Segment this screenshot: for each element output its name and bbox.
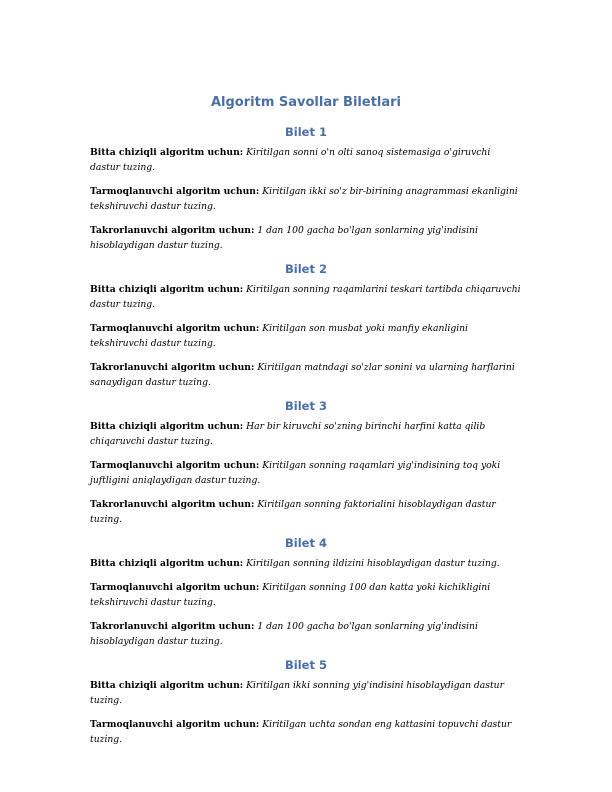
ticket-4 <box>90 536 522 649</box>
ticket-3 <box>90 399 522 527</box>
question-item <box>90 419 522 449</box>
question-text: Kiritilgan sonning raqamlari yig'indisining toq yoki juftligini aniqlaydigan dastur tuzing. <box>90 460 501 486</box>
ticket-heading: Bilet 5 <box>285 658 327 672</box>
question-text: Kiritilgan sonning raqamlarini teskari tartibda chiqaruvchi dastur tuzing. <box>90 284 521 310</box>
question-text: Kiritilgan uchta sondan eng kattasini topuvchi dastur tuzing. <box>90 719 512 745</box>
question-text: 1 dan 100 gacha bo'lgan sonlarning yig'indisini hisoblaydigan dastur tuzing. <box>90 621 478 647</box>
question-label: Tarmoqlanuvchi algoritm uchun: <box>90 582 260 593</box>
ticket-heading: Bilet 3 <box>285 399 327 413</box>
ticket-1 <box>90 125 522 253</box>
question-text: 1 dan 100 gacha bo'lgan sonlarning yig'indisini hisoblaydigan dastur tuzing. <box>90 225 478 251</box>
question-text: Kiritilgan sonning 100 dan katta yoki kichikligini tekshiruvchi dastur tuzing. <box>90 582 491 608</box>
question-label: Takrorlanuvchi algoritm uchun: <box>90 362 255 373</box>
question-text: Kiritilgan ikki so'z bir-birining anagrammasi ekanligini tekshiruvchi dastur tuzing. <box>90 186 518 212</box>
question-label: Bitta chiziqli algoritm uchun: <box>90 421 244 432</box>
question-item <box>90 360 522 390</box>
question-item <box>90 717 522 747</box>
question-label: Tarmoqlanuvchi algoritm uchun: <box>90 719 260 730</box>
question-text: Kiritilgan son musbat yoki manfiy ekanligini tekshiruvchi dastur tuzing. <box>90 323 468 349</box>
question-item <box>90 282 522 312</box>
ticket-heading: Bilet 2 <box>285 262 327 276</box>
document-title: Algoritm Savollar Biletlari <box>210 95 402 110</box>
question-item <box>90 321 522 351</box>
question-item <box>90 145 522 175</box>
question-label: Tarmoqlanuvchi algoritm uchun: <box>90 186 260 197</box>
ticket-5 <box>90 658 522 747</box>
question-item <box>90 619 522 649</box>
question-label: Bitta chiziqli algoritm uchun: <box>90 680 244 691</box>
question-item <box>90 223 522 253</box>
question-text: Kiritilgan sonni o'n olti sanoq sistemasiga o'giruvchi dastur tuzing. <box>90 147 491 173</box>
question-label: Takrorlanuvchi algoritm uchun: <box>90 621 255 632</box>
question-label: Bitta chiziqli algoritm uchun: <box>90 147 244 158</box>
ticket-heading: Bilet 4 <box>285 536 327 550</box>
question-item <box>90 556 522 571</box>
question-text: Har bir kiruvchi so'zning birinchi harfini katta qilib chiqaruvchi dastur tuzing. <box>90 421 486 447</box>
question-item <box>90 497 522 527</box>
question-item <box>90 458 522 488</box>
question-item <box>90 678 522 708</box>
question-text: Kiritilgan matndagi so'zlar sonini va ularning harflarini sanaydigan dastur tuzing. <box>90 362 515 388</box>
question-item <box>90 184 522 214</box>
question-label: Takrorlanuvchi algoritm uchun: <box>90 499 255 510</box>
question-label: Bitta chiziqli algoritm uchun: <box>90 558 244 569</box>
question-label: Bitta chiziqli algoritm uchun: <box>90 284 244 295</box>
question-label: Takrorlanuvchi algoritm uchun: <box>90 225 255 236</box>
question-text: Kiritilgan sonning ildizini hisoblaydigan dastur tuzing. <box>246 558 500 569</box>
question-label: Tarmoqlanuvchi algoritm uchun: <box>90 323 260 334</box>
question-item <box>90 580 522 610</box>
question-label: Tarmoqlanuvchi algoritm uchun: <box>90 460 260 471</box>
question-text: Kiritilgan sonning faktorialini hisoblaydigan dastur tuzing. <box>90 499 496 525</box>
ticket-heading: Bilet 1 <box>285 125 327 139</box>
ticket-2 <box>90 262 522 390</box>
question-text: Kiritilgan ikki sonning yig'indisini hisoblaydigan dastur tuzing. <box>90 680 504 706</box>
ticket-list <box>90 125 522 747</box>
